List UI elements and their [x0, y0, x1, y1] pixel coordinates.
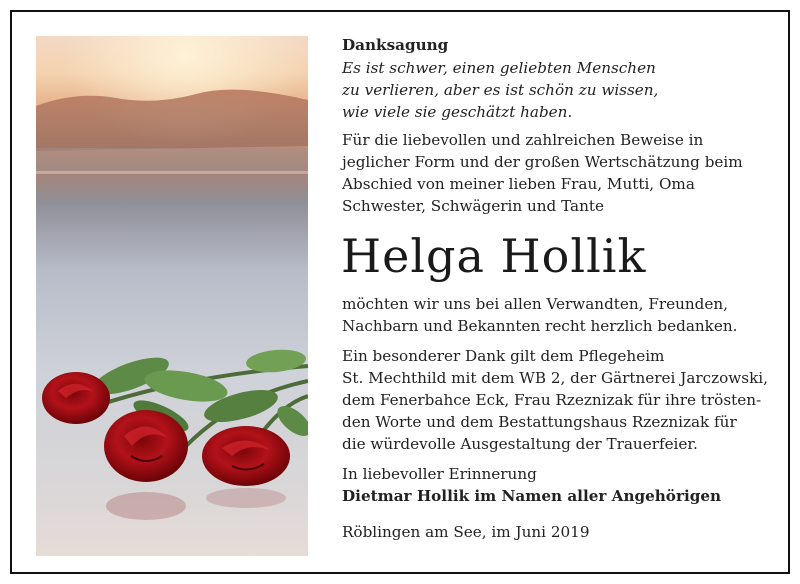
special-line: dem Fenerbahce Eck, Frau Rzeznizak für ihre trösten-: [342, 391, 762, 409]
special-line: Ein besonderer Dank gilt dem Pflegeheim: [342, 347, 665, 365]
intro-line: Für die liebevollen und zahlreichen Beweise in: [342, 131, 704, 149]
deceased-name: Helga Hollik: [341, 229, 647, 283]
heading: Danksagung: [342, 36, 449, 54]
quote-line: zu verlieren, aber es ist schön zu wissen,: [342, 81, 659, 99]
obituary-text: [342, 34, 772, 543]
closing: In liebevoller Erinnerung: [342, 465, 537, 483]
quote-line: wie viele sie geschätzt haben.: [342, 103, 573, 121]
place-date: Röblingen am See, im Juni 2019: [342, 523, 590, 541]
signature: Dietmar Hollik im Namen aller Angehörigen: [342, 487, 722, 505]
special-line: den Worte und dem Bestattungshaus Rzeznizak für: [342, 413, 737, 431]
thanks-paragraph: [342, 293, 772, 337]
intro-line: Schwester, Schwägerin und Tante: [342, 197, 604, 215]
intro-line: jeglicher Form und der großen Wertschätzung beim: [342, 153, 743, 171]
thanks-line: möchten wir uns bei allen Verwandten, Freunden,: [342, 295, 728, 313]
special-line: St. Mechthild mit dem WB 2, der Gärtnerei Jarczowski,: [342, 369, 768, 387]
roses-photo: [36, 36, 308, 556]
thanks-line: Nachbarn und Bekannten recht herzlich bedanken.: [342, 317, 738, 335]
intro-paragraph: [342, 129, 772, 217]
quote: [342, 57, 772, 123]
quote-line: Es ist schwer, einen geliebten Menschen: [342, 59, 656, 77]
intro-line: Abschied von meiner lieben Frau, Mutti, Oma: [342, 175, 695, 193]
special-line: die würdevolle Ausgestaltung der Trauerfeier.: [342, 435, 698, 453]
special-thanks-paragraph: [342, 345, 772, 455]
obituary-card: [10, 10, 790, 574]
